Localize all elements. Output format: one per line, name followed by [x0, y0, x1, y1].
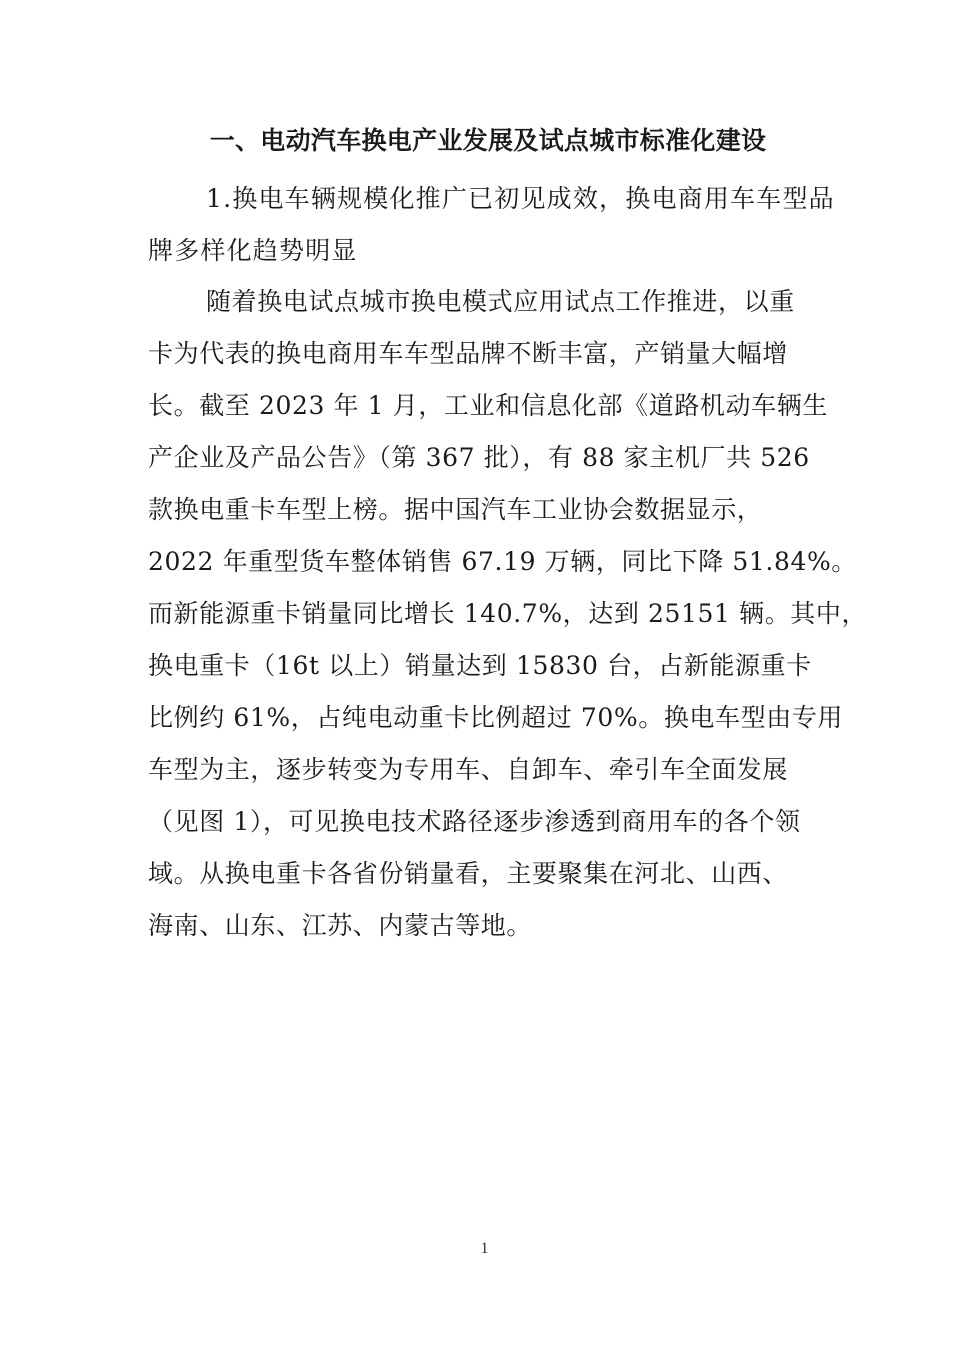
paragraph-line: 而新能源重卡销量同比增长 140.7%，达到 25151 辆。其中， — [148, 599, 868, 628]
paragraph-line: 比例约 61%，占纯电动重卡比例超过 70%。换电车型由专用 — [148, 703, 844, 732]
section-heading: 一、电动汽车换电产业发展及试点城市标准化建设 — [209, 126, 767, 155]
paragraph-line: 车型为主，逐步转变为专用车、自卸车、牵引车全面发展 — [148, 755, 789, 784]
subsection-heading-line: 1.换电车辆规模化推广已初见成效，换电商用车车型品 — [206, 184, 835, 213]
paragraph-line: 款换电重卡车型上榜。据中国汽车工业协会数据显示， — [148, 495, 763, 524]
subsection-heading-line: 牌多样化趋势明显 — [148, 236, 358, 265]
subsection-heading — [148, 173, 835, 277]
paragraph-line: 随着换电试点城市换电模式应用试点工作推进，以重 — [206, 287, 795, 316]
paragraph-line: 长。截至 2023 年 1 月，工业和信息化部《道路机动车辆生 — [148, 391, 828, 420]
paragraph-line: 海南、山东、江苏、内蒙古等地。 — [148, 911, 533, 940]
paragraph-line: 域。从换电重卡各省份销量看，主要聚集在河北、山西、 — [148, 859, 789, 888]
body-paragraph — [148, 276, 868, 952]
paragraph-line: 卡为代表的换电商用车车型品牌不断丰富，产销量大幅增 — [148, 339, 789, 368]
paragraph-line: （见图 1），可见换电技术路径逐步渗透到商用车的各个领 — [148, 807, 801, 836]
page-number: 1 — [480, 1240, 489, 1257]
paragraph-line: 换电重卡（16t 以上）销量达到 15830 台，占新能源重卡 — [148, 651, 812, 680]
paragraph-line: 2022 年重型货车整体销售 67.19 万辆，同比下降 51.84%。 — [148, 547, 857, 576]
paragraph-line: 产企业及产品公告》（第 367 批），有 88 家主机厂共 526 — [148, 443, 810, 472]
